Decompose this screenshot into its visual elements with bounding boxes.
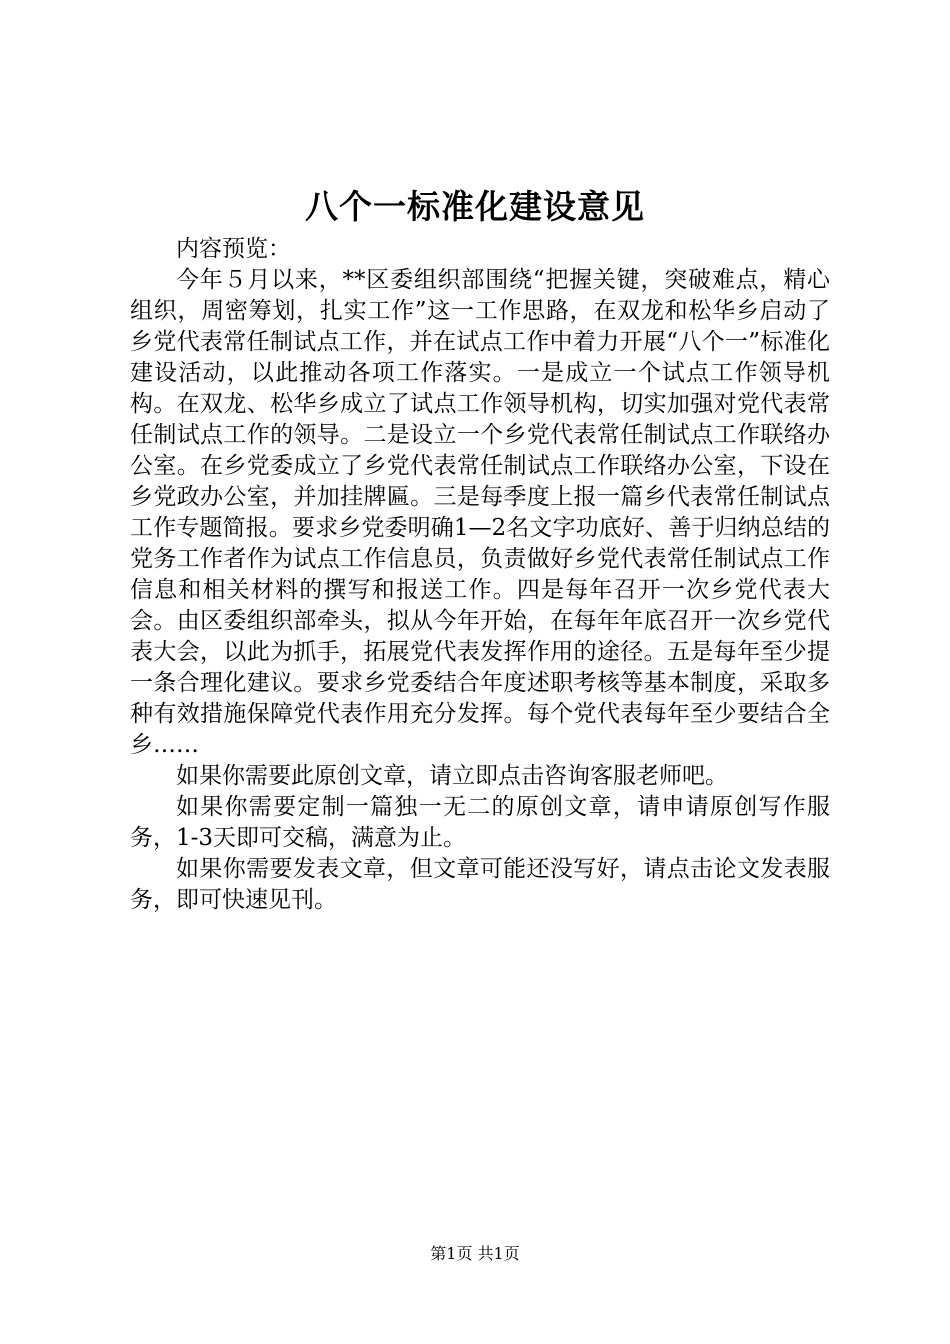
main-paragraph: 今年５月以来，**区委组织部围绕“把握关键，突破难点，精心组织，周密筹划，扎实工作”这一工作思路，在双龙和松华乡启动了乡党代表常任制试点工作，并在试点工作中着力开展“八个一”标准化建设活动，以此推动各项工作落实。一是成立一个试点工作领导机构。在双龙、松华乡成立了试点工作领导机构，切实加强对党代表常任制试点工作的领导。二是设立一个乡党代表常任制试点工作联络办公室。在乡党委成立了乡党代表常任制试点工作联络办公室，下设在乡党政办公室，并加挂牌匾。三是每季度上报一篇乡代表常任制试点工作专题简报。要求乡党委明确1—2名文字功底好、善于归纳总结的党务工作者作为试点工作信息员，负责做好乡党代表常任制试点工作信息和相关材料的撰写和报送工作。四是每年召开一次乡党代表大会。由区委组织部牵头，拟从今年开始，在每年年底召开一次乡党代表大会，以此为抓手，拓展党代表发挥作用的途径。五是每年至少提一条合理化建议。要求乡党委结合年度述职考核等基本制度，采取多种有效措施保障党代表作用充分发挥。每个党代表每年至少要结合全乡…… [130, 267, 830, 758]
page-footer: 第1页 共1页 [430, 1244, 520, 1263]
service-paragraph-custom: 如果你需要定制一篇独一无二的原创文章，请申请原创写作服务，1-3天即可交稿，满意为止。 [130, 794, 830, 851]
service-paragraph-consult: 如果你需要此原创文章，请立即点击咨询客服老师吧。 [176, 763, 728, 789]
document-title: 八个一标准化建设意见 [305, 187, 645, 226]
document-body [130, 234, 830, 916]
service-paragraph-publish: 如果你需要发表文章，但文章可能还没写好，请点击论文发表服务，即可快速见刊。 [130, 856, 830, 913]
preview-label: 内容预览： [176, 236, 291, 262]
